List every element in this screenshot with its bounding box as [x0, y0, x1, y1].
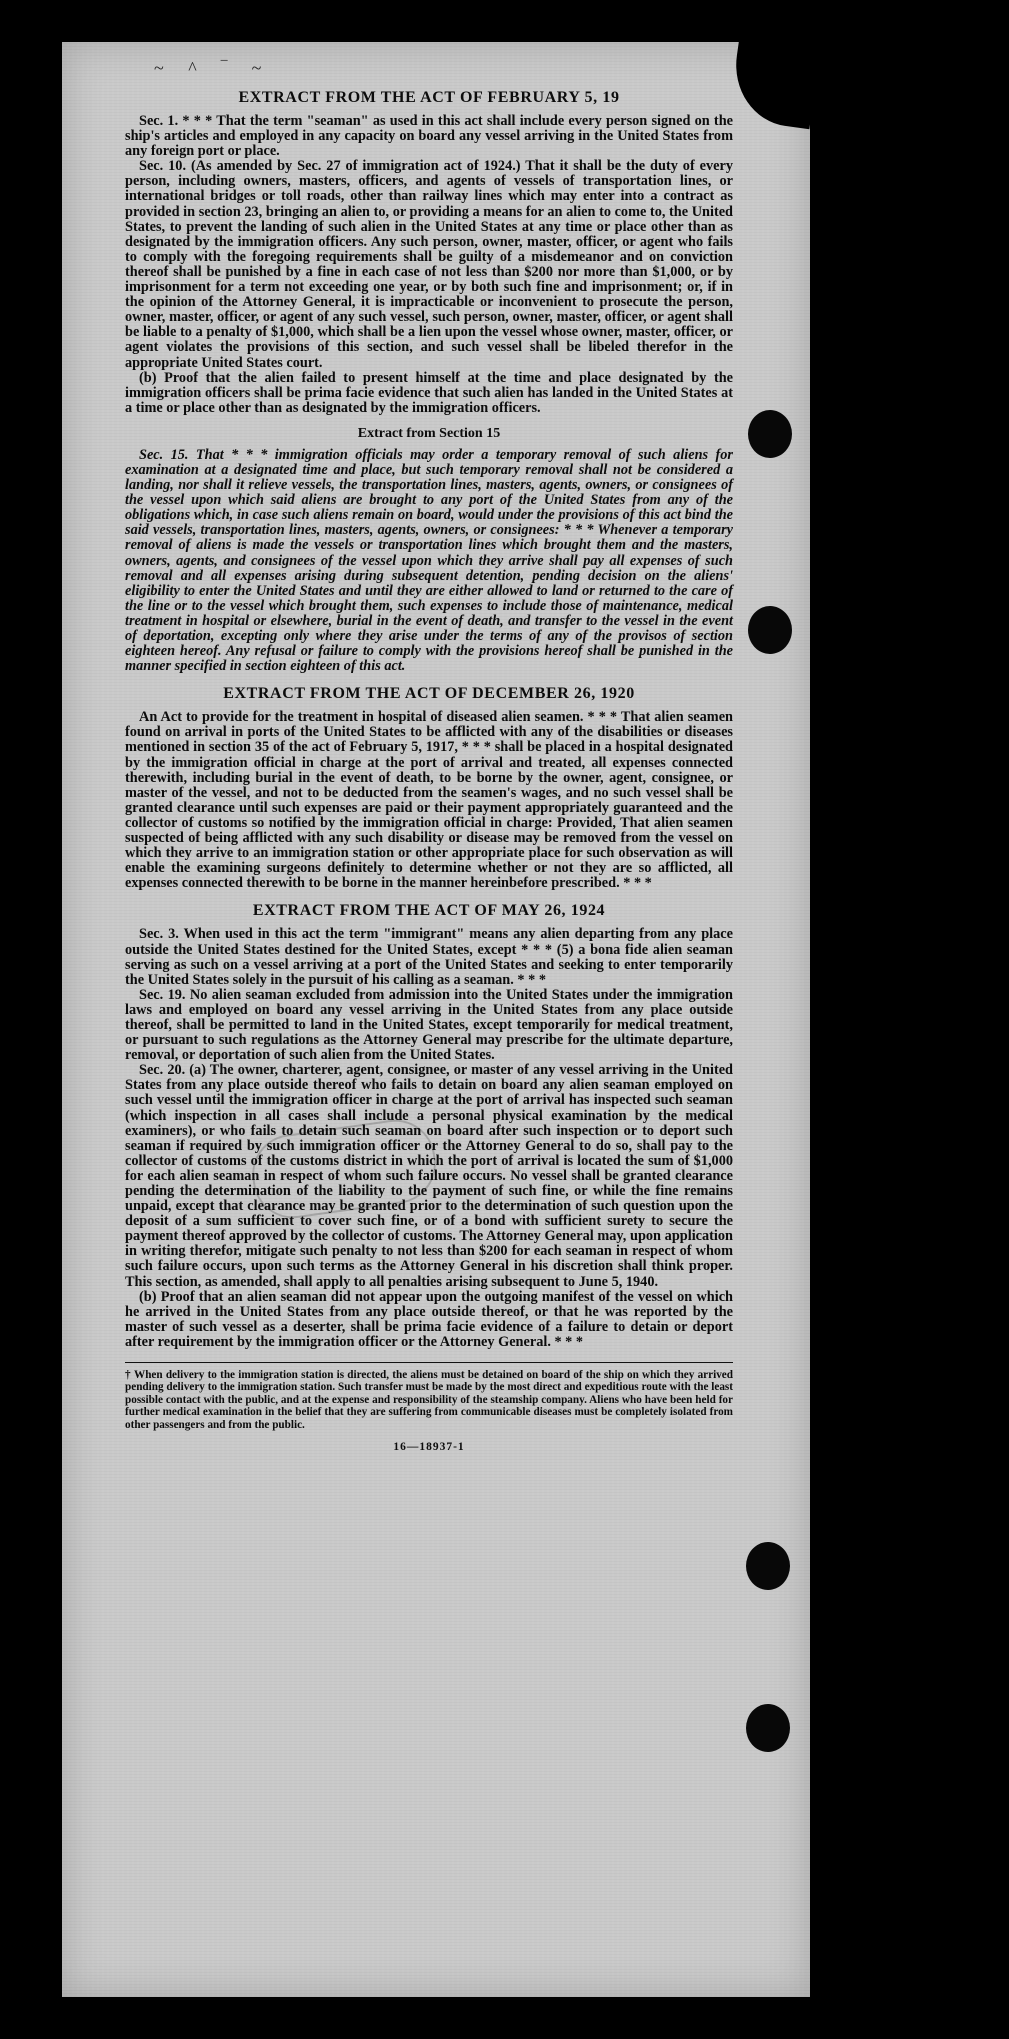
header-marks: ~ ^ ‾ ~: [154, 58, 272, 78]
torn-corner: [728, 42, 810, 129]
paragraph: Sec. 1. * * * That the term "seaman" as used in this act shall include every person signed on the ship's articles and employed in any capacity on board any vessel arriving in the United States from any foreign port or place.: [125, 113, 733, 160]
punch-hole: [748, 410, 792, 458]
document-body: [125, 88, 733, 1453]
section-heading-may-1924: EXTRACT FROM THE ACT OF MAY 26, 1924: [252, 902, 606, 920]
section-heading-feb-1917: EXTRACT FROM THE ACT OF FEBRUARY 5, 19: [238, 89, 620, 106]
paragraph: Sec. 20. (a) The owner, charterer, agent, consignee, or master of any vessel arriving in the United States from any place outside thereof who fails to detain on board any alien seaman employed on such vessel until the immigration officer in charge at the port of arrival has inspected such seaman (which inspection in all cases shall include a personal physical examination by the medical examiners), or who fails to detain such seaman on board after such inspection or to deport such seaman if required by such immigration officer or the Attorney General to do so, shall pay to the collector of customs of the customs district in which the port of arrival is located the sum of $1,000 for each alien seaman in respect of whom such failure occurs. No vessel shall be granted clearance pending the determination of the liability to the payment of such fine, or while the fine remains unpaid, except that clearance may be granted prior to the determination of such question upon the deposit of a sum sufficient to cover such fine, or of a bond with sufficient surety to secure the payment thereof approved by the collector of customs. The Attorney General may, upon application in writing therefor, mitigate such penalty to not less than $200 for each seaman in respect of whom such failure occurs, upon such terms as the Attorney General in his discretion shall think proper. This section, as amended, shall apply to all penalties arising subsequent to June 5, 1940.: [125, 1062, 733, 1290]
punch-hole: [746, 1704, 790, 1752]
punch-hole: [746, 1542, 790, 1590]
punch-hole: [748, 606, 792, 654]
document-page: [62, 42, 810, 1997]
section-heading-section-15: Extract from Section 15: [357, 425, 501, 441]
document-number: 16—18937-1: [393, 1441, 465, 1454]
footnote: † When delivery to the immigration station is directed, the aliens must be detained on board of the ship on which they arrived pending delivery to the immigration station. Such transfer must be made by the most direct and expeditious route with the least possible contact with the public, and at the expense and responsibility of the steamship company. Aliens who have been held for further medical examination in the belief that they are suffering from communicable diseases must be completely isolated from other passengers and from the public.: [125, 1369, 733, 1431]
footnote-divider: [125, 1362, 733, 1363]
paragraph: (b) Proof that an alien seaman did not appear upon the outgoing manifest of the vessel on which he arrived in the United States from any place outside thereof, or that he was reported by the master of such vessel as a deserter, shall be prima facie evidence of a failure to detain or deport after requirement by the immigration officer or the Attorney General. * * *: [125, 1288, 733, 1350]
paragraph: Sec. 3. When used in this act the term "immigrant" means any alien departing from any place outside the United States destined for the United States, except * * * (5) a bona fide alien seaman serving as such on a vessel arriving at a port of the United States and seeking to enter temporarily the United States solely in the pursuit of his calling as a seaman. * * *: [125, 926, 733, 988]
paragraph: (b) Proof that the alien failed to present himself at the time and place designated by the immigration officers shall be prima facie evidence that such alien has landed in the United States at a time or place other than as designated by the immigration officers.: [125, 369, 733, 416]
section-heading-dec-1920: EXTRACT FROM THE ACT OF DECEMBER 26, 1920: [223, 685, 635, 703]
paragraph: Sec. 10. (As amended by Sec. 27 of immigration act of 1924.) That it shall be the duty of every person, including owners, masters, officers, and agents of vessels of transportation lines, or international bridges or toll roads, other than railway lines which may enter into a contract as provided in section 23, bringing an alien to, or providing a means for an alien to come to, the United States, to prevent the landing of such alien in the United States at any time or place other than as designated by the immigration officers. Any such person, owner, master, officer, or agent who fails to comply with the foregoing requirements shall be guilty of a misdemeanor and on conviction thereof shall be punished by a fine in each case of not less than $200 nor more than $1,000, or by imprisonment for a term not exceeding one year, or by both such fine and imprisonment; or, if in the opinion of the Attorney General, it is impracticable or inconvenient to prosecute the person, owner, master, officer, or agent of any such vessel, such person, owner, master, officer, or agent shall be liable to a penalty of $1,000, which shall be a lien upon the vessel whose owner, master, officer, or agent violates the provisions of this section, and such vessel shall be libeled therefor in the appropriate United States court.: [125, 158, 733, 371]
paragraph: An Act to provide for the treatment in hospital of diseased alien seamen. * * * That alien seamen found on arrival in ports of the United States to be afflicted with any of the disabilities or diseases mentioned in section 35 of the act of February 5, 1917, * * * shall be placed in a hospital designated by the immigration official in charge at the port of arrival and treated, all expenses connected therewith, including burial in the event of death, to be borne by the owner, agent, consignee, or master of the vessel, and not to be deducted from the seamen's wages, and no such vessel shall be granted clearance until such expenses are paid or their payment appropriately guaranteed and the collector of customs so notified by the immigration official in charge: Provided, That alien seamen suspected of being afflicted with any such disability or disease may be removed from the vessel on which they arrive to an immigration station or other appropriate place for such observation as will enable the examining surgeons definitely to determine whether or not they are so afflicted, all expenses connected therewith to be borne in the manner hereinbefore prescribed. * * *: [125, 709, 733, 892]
paragraph: Sec. 19. No alien seaman excluded from admission into the United States under the immigration laws and employed on board any vessel arriving in the United States from any place outside thereof, shall be permitted to land in the United States, except temporarily for medical treatment, or pursuant to such regulations as the Attorney General may prescribe for the ultimate departure, removal, or deportation of such alien from the United States.: [125, 986, 733, 1064]
paragraph: Sec. 15. That * * * immigration officials may order a temporary removal of such aliens for examination at a designated time and place, but such temporary removal shall not be considered a landing, nor shall it relieve vessels, the transportation lines, masters, agents, owners, or consignees of the vessel upon which said aliens are brought to any port of the United States from any of the obligations which, in case such aliens remain on board, would under the provisions of this act bind the said vessels, transportation lines, masters, agents, owners, or consignees: * * * Whenever a temporary removal of aliens is made the vessels or transportation lines which brought them and the masters, owners, agents, and consignees of the vessel upon which they arrive shall pay all expenses of such removal and all expenses arising during subsequent detention, pending decision on the aliens' eligibility to enter the United States and until they are either allowed to land or returned to the care of the line or to the vessel which brought them, such expenses to include those of maintenance, medical treatment in hospital or elsewhere, burial in the event of death, and transfer to the vessel in the event of deportation, excepting only where they arise under the terms of any of the provisos of section eighteen hereof. Any refusal or failure to comply with the provisions hereof shall be punished in the manner specified in section eighteen of this act.: [125, 446, 733, 675]
